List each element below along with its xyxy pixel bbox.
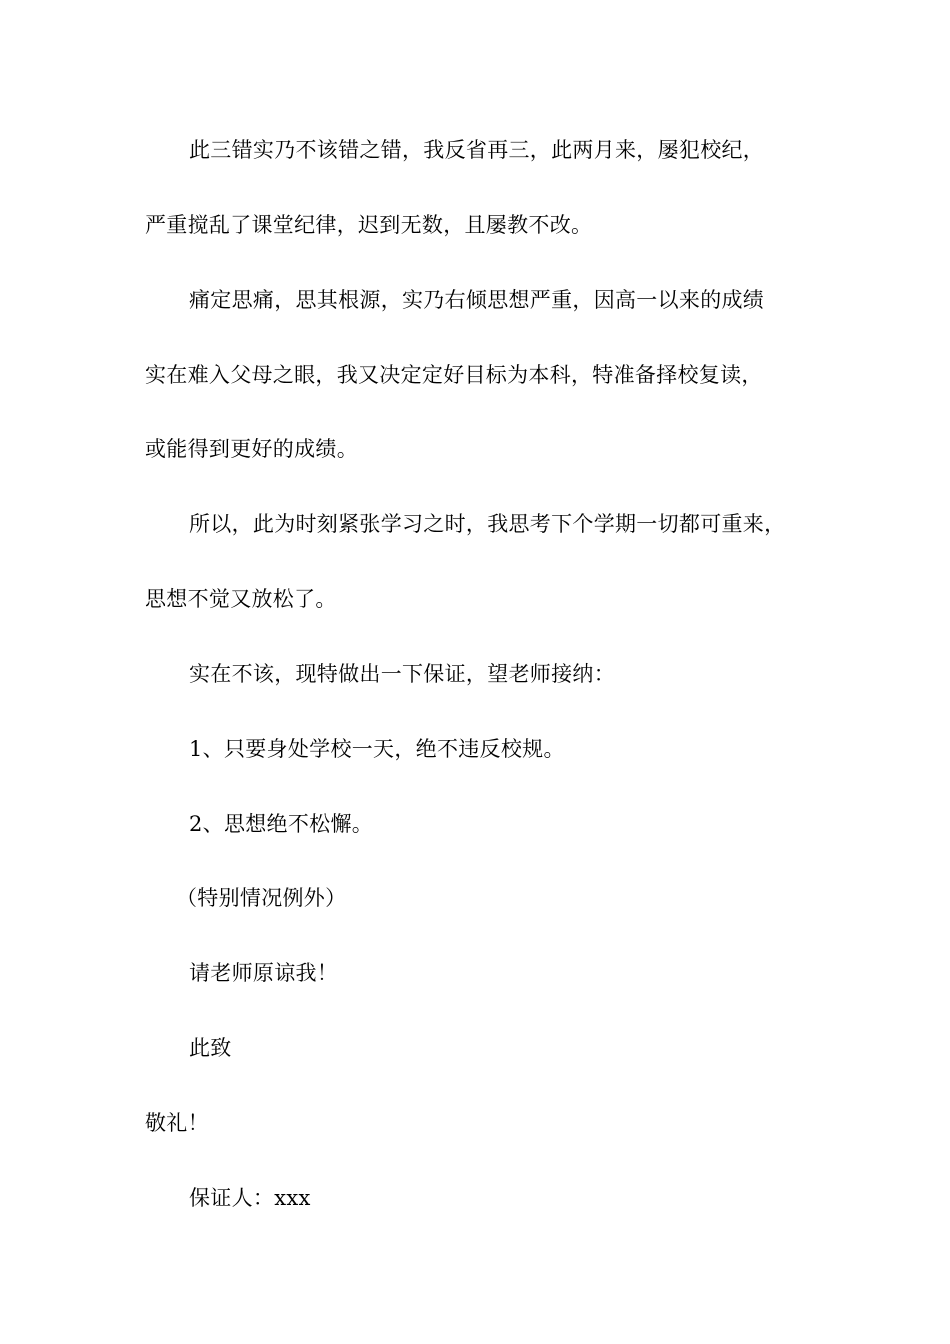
paragraph-line-4: 实在难入父母之眼，我又决定定好目标为本科，特准备择校复读， bbox=[145, 363, 763, 387]
paragraph-line-3: 痛定思痛，思其根源，实乃右倾思想严重，因高一以来的成绩 bbox=[189, 288, 765, 312]
signature-line: 保证人：xxx bbox=[189, 1186, 311, 1210]
pledge-item-1: 1、只要身处学校一天，绝不违反校规。 bbox=[189, 737, 565, 761]
pledge-note: （特别情况例外） bbox=[176, 886, 347, 910]
closing-regards: 敬礼！ bbox=[145, 1111, 209, 1135]
pledge-item-2: 2、思想绝不松懈。 bbox=[189, 812, 374, 836]
paragraph-line-8: 实在不该，现特做出一下保证，望老师接纳： bbox=[189, 662, 615, 686]
paragraph-line-5: 或能得到更好的成绩。 bbox=[145, 437, 358, 461]
closing-salutation: 此致 bbox=[189, 1036, 232, 1060]
paragraph-line-6: 所以，此为时刻紧张学习之时，我思考下个学期一切都可重来， bbox=[189, 512, 786, 536]
paragraph-line-1: 此三错实乃不该错之错，我反省再三，此两月来，屡犯校纪， bbox=[189, 138, 765, 162]
paragraph-line-2: 严重搅乱了课堂纪律，迟到无数，且屡教不改。 bbox=[145, 213, 593, 237]
paragraph-line-7: 思想不觉又放松了。 bbox=[145, 587, 337, 611]
apology-line: 请老师原谅我！ bbox=[189, 961, 339, 985]
